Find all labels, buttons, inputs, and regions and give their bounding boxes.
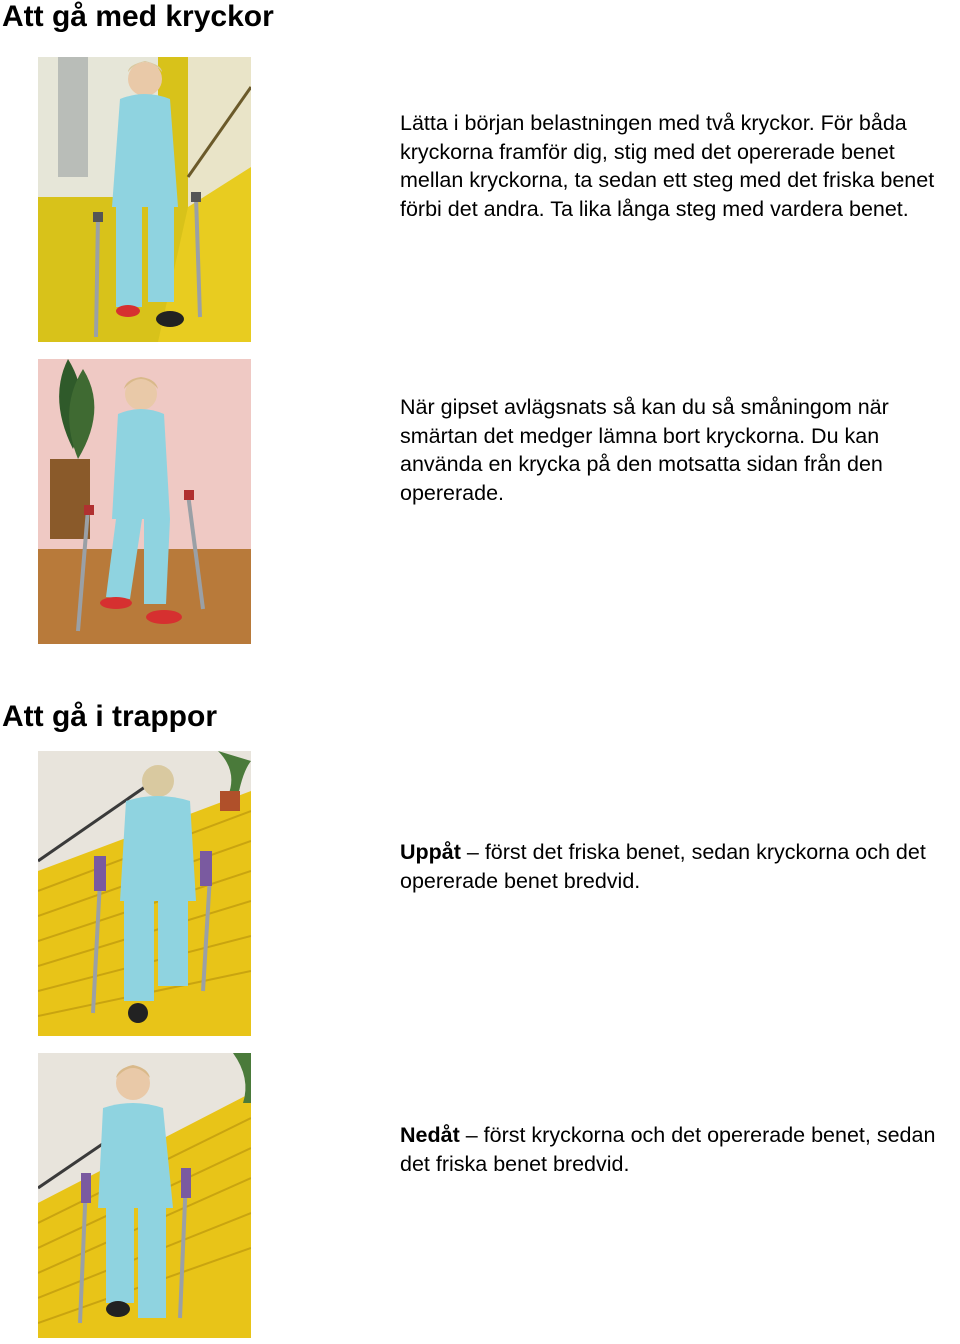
text-stairs-up: – först det friska benet, sedan kryckorna och det opererade benet bredvid. — [400, 840, 926, 893]
paragraph-one-crutch: När gipset avlägsnats så kan du så småningom när smärtan det medger lämna bort kryckorna. Du kan använda en krycka på den motsatta sidan från den opererade. — [400, 395, 889, 505]
label-down: Nedåt — [400, 1123, 460, 1147]
paragraph-two-crutches: Lätta i början belastningen med två kryckor. För båda kryckorna framför dig, stig med det opererade benet mellan kryckorna, ta sedan ett steg med det friska benet förbi det andra. Ta lika långa steg med vardera benet. — [400, 111, 935, 221]
text-stairs-down: – först kryckorna och det opererade benet, sedan det friska benet bredvid. — [400, 1123, 936, 1176]
paragraph-stairs-up — [400, 838, 960, 895]
woman-walking-crutches-corridor-photo — [38, 359, 251, 644]
label-up: Uppåt — [400, 840, 461, 864]
heading-walking-stairs: Att gå i trappor — [2, 700, 217, 733]
paragraph-stairs-down — [400, 1121, 960, 1178]
woman-walking-two-crutches-photo — [38, 57, 251, 342]
woman-climbing-stairs-photo — [38, 751, 251, 1036]
heading-walking-with-crutches: Att gå med kryckor — [2, 0, 274, 33]
woman-descending-stairs-photo — [38, 1053, 251, 1338]
